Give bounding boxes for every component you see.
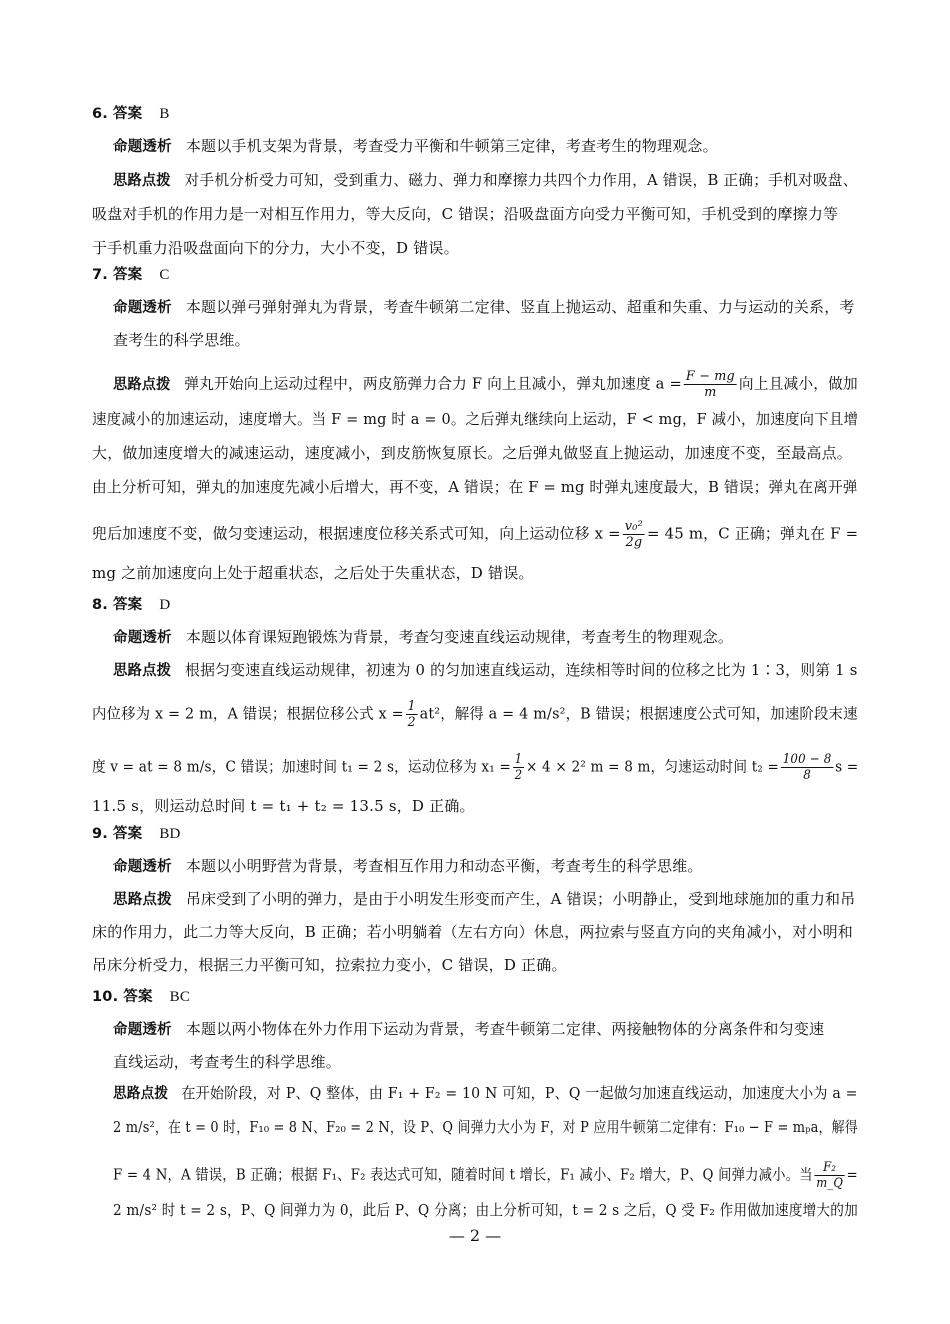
q9-hint-text-1: 吊床受到了小明的弹力，是由于小明发生形变而产生，A 错误；小明静止，受到地球施加的重力和吊 (185, 890, 856, 908)
q6-answer-line (92, 103, 170, 124)
q10-ratio-fraction (814, 1160, 844, 1191)
q6-hint-text-1: 对手机分析受力可知，受到重力、磁力、弹力和摩擦力共四个力作用，A 错误，B 正确；手机对吸盘、 (184, 171, 858, 189)
q8-answer-label: 答案 (112, 597, 143, 613)
q7-frac1-num: F − mg (685, 369, 735, 384)
q8-answer: D (159, 597, 171, 613)
q10-answer-line (92, 986, 190, 1007)
q10-hint-line-2: 2 m/s²，在 t = 0 时，F₁₀ = 8 N、F₂₀ = 2 N，设 P、Q 间弹力大小为 F，对 P 应用牛顿第二定律有：F₁₀ − F = mₚa，解得 (113, 1118, 858, 1136)
q8-hint-line-3 (92, 752, 858, 783)
q7-hint-label: 思路点拨 (113, 376, 171, 393)
q7-answer: C (159, 267, 170, 283)
q8-hint-text-3c: s = (835, 757, 859, 776)
q8-analysis-text: 本题以体育课短跑锻炼为背景，考查匀变速直线运动规律，考查考生的物理观念。 (185, 628, 734, 646)
q6-analysis-text: 本题以手机支架为背景，考查受力平衡和牛顿第三定律，考查考生的物理观念。 (185, 137, 718, 155)
q8-hint-line-2 (92, 699, 858, 730)
q8-half2-num: 1 (514, 752, 523, 767)
q7-frac1-den: m (704, 385, 717, 400)
q10-hint-line-3 (113, 1160, 858, 1191)
q10-analysis-label: 命题透析 (113, 1022, 172, 1038)
q7-hint-line-6: mg 之前加速度向上处于超重状态，之后处于失重状态，D 错误。 (92, 564, 534, 582)
q7-hint-line-3: 大，做加速度增大的减速运动，速度减小，到皮筋恢复原长。之后弹丸做竖直上抛运动，加速度不变，至最高点。 (92, 444, 853, 462)
q8-frac3-num: 100 − 8 (782, 752, 832, 767)
q8-half-fraction-2 (513, 752, 524, 783)
q7-analysis-text-1: 本题以弹弓弹射弹丸为背景，考查牛顿第二定律、竖直上抛运动、超重和失重、力与运动的关系，考 (185, 298, 855, 316)
q10-hint-text-3a: F = 4 N，A 错误，B 正确；根据 F₁、F₂ 表达式可知，随着时间 t 增长，F₁ 减小、F₂ 增大，P、Q 间弹力减小。当 (113, 1165, 813, 1184)
q10-hint-text-1: 在开始阶段，对 P、Q 整体，由 F₁ + F₂ = 10 N 可知，P、Q 一起做匀加速直线运动，加速度大小为 a = (181, 1084, 858, 1102)
q6-answer: B (159, 106, 170, 122)
q6-hint-line-2: 吸盘对手机的作用力是一对相互作用力，等大反向，C 错误；沿吸盘面方向受力平衡可知，手机受到的摩擦力等 (92, 205, 839, 223)
q6-hint-line-1 (113, 170, 858, 191)
q9-hint-line-2: 床的作用力，此二力等大反向，B 正确；若小明躺着（左右方向）休息，两拉索与竖直方向的夹角减小，对小明和 (92, 923, 853, 941)
q9-analysis (113, 856, 703, 877)
q8-time-fraction (781, 752, 833, 783)
page-number: — 2 — (448, 1226, 502, 1245)
q10-analysis-text-1: 本题以两小物体在外力作用下运动为背景，考查牛顿第二定律、两接触物体的分离条件和匀变速 (185, 1020, 825, 1038)
q7-hint-line-1 (113, 369, 858, 400)
q9-number: 9. (92, 826, 108, 842)
q8-analysis-label: 命题透析 (113, 630, 172, 646)
q9-analysis-label: 命题透析 (113, 859, 172, 875)
q10-frac4-num: F₂ (814, 1160, 844, 1176)
q8-half2-den: 2 (514, 768, 523, 783)
q10-frac4-den: m_Q (816, 1176, 843, 1191)
q10-analysis-line-1 (113, 1019, 824, 1040)
q7-hint-line-2: 速度减小的加速运动，速度增大。当 F = mg 时 a = 0。之后弹丸继续向上运动，F < mg，F 减小，加速度向下且增 (92, 410, 859, 428)
q7-hint-text-1a: 弹丸开始向上运动过程中，两皮筋弹力合力 F 向上且减小，弹丸加速度 a = (184, 374, 683, 393)
q7-answer-line (92, 264, 170, 285)
q7-displacement-fraction (623, 519, 645, 550)
q9-answer: BD (159, 826, 181, 842)
q7-frac2-den: 2g (625, 535, 643, 550)
q8-answer-line (92, 594, 170, 615)
q8-hint-line-1 (113, 660, 858, 681)
q8-hint-label: 思路点拨 (113, 663, 172, 679)
q9-hint-label: 思路点拨 (113, 892, 172, 908)
q8-hint-text-3b: × 4 × 2² m = 8 m，匀速运动时间 t₂ = (525, 757, 780, 776)
q10-number: 10. (92, 989, 119, 1005)
q7-answer-label: 答案 (112, 267, 143, 283)
q8-hint-line-4: 11.5 s，则运动总时间 t = t₁ + t₂ = 13.5 s，D 正确。 (92, 797, 475, 815)
q6-analysis-label: 命题透析 (113, 139, 172, 155)
q7-hint-text-5a: 兜后加速度不变，做匀变速运动，根据速度位移关系式可知，向上运动位移 x = (92, 524, 621, 543)
q8-hint-text-2a: 内位移为 x = 2 m，A 错误；根据位移公式 x = (92, 704, 404, 723)
q7-hint-text-1b: 向上且减小，做加 (738, 374, 858, 393)
q10-answer-label: 答案 (123, 989, 153, 1005)
q9-hint-line-1 (113, 889, 855, 910)
q7-number: 7. (92, 267, 108, 283)
q6-hint-label: 思路点拨 (113, 173, 171, 189)
q7-hint-line-4: 由上分析可知，弹丸的加速度先减小后增大，再不变，A 错误；在 F = mg 时弹丸速度最大，B 错误；弹丸在离开弹 (92, 478, 858, 496)
q7-hint-line-5 (92, 519, 858, 550)
q10-hint-label: 思路点拨 (113, 1086, 169, 1102)
q7-frac2-num: v₀² (624, 519, 644, 534)
q8-hint-text-2b: at²，解得 a = 4 m/s²，B 错误；根据速度公式可知，加速阶段末速 (419, 704, 858, 723)
q10-analysis-line-2: 直线运动，考查考生的科学思维。 (113, 1053, 342, 1071)
q8-hint-text-1: 根据匀变速直线运动规律，初速为 0 的匀加速直线运动，连续相等时间的位移之比为 1∶3，则第 1 s (185, 661, 858, 679)
q9-answer-label: 答案 (112, 826, 143, 842)
q8-hint-text-3a: 度 v = at = 8 m/s，C 错误；加速时间 t₁ = 2 s，运动位移为 x₁ = (92, 757, 511, 776)
q7-analysis-line-1 (113, 297, 855, 318)
q6-analysis (113, 136, 718, 157)
q8-analysis (113, 627, 733, 648)
q6-hint-line-3: 于手机重力沿吸盘面向下的分力，大小不变，D 错误。 (92, 239, 459, 257)
q8-number: 8. (92, 597, 108, 613)
q6-number: 6. (92, 106, 108, 122)
q9-hint-line-3: 吊床分析受力，根据三力平衡可知，拉索拉力变小，C 错误，D 正确。 (92, 956, 567, 974)
q7-hint-text-5b: = 45 m，C 正确；弹丸在 F = (646, 524, 859, 543)
q6-answer-label: 答案 (112, 106, 143, 122)
q7-analysis-label: 命题透析 (113, 300, 172, 316)
q10-hint-text-3b: = (846, 1165, 858, 1184)
q7-accel-fraction (684, 369, 737, 400)
q8-frac3-den: 8 (803, 768, 811, 783)
q7-analysis-line-2: 查考生的科学思维。 (113, 331, 250, 349)
q8-half-den: 2 (407, 715, 416, 730)
q10-answer: BC (169, 989, 191, 1005)
q8-half-num: 1 (407, 699, 416, 714)
q8-half-fraction (406, 699, 418, 730)
q10-hint-line-4: 2 m/s² 时 t = 2 s，P、Q 间弹力为 0，此后 P、Q 分离；由上分析可知，t = 2 s 之后，Q 受 F₂ 作用做加速度增大的加 (113, 1201, 858, 1219)
q9-analysis-text: 本题以小明野营为背景，考查相互作用力和动态平衡，考查考生的科学思维。 (185, 857, 703, 875)
q9-answer-line (92, 823, 181, 844)
q10-hint-line-1 (113, 1083, 858, 1104)
